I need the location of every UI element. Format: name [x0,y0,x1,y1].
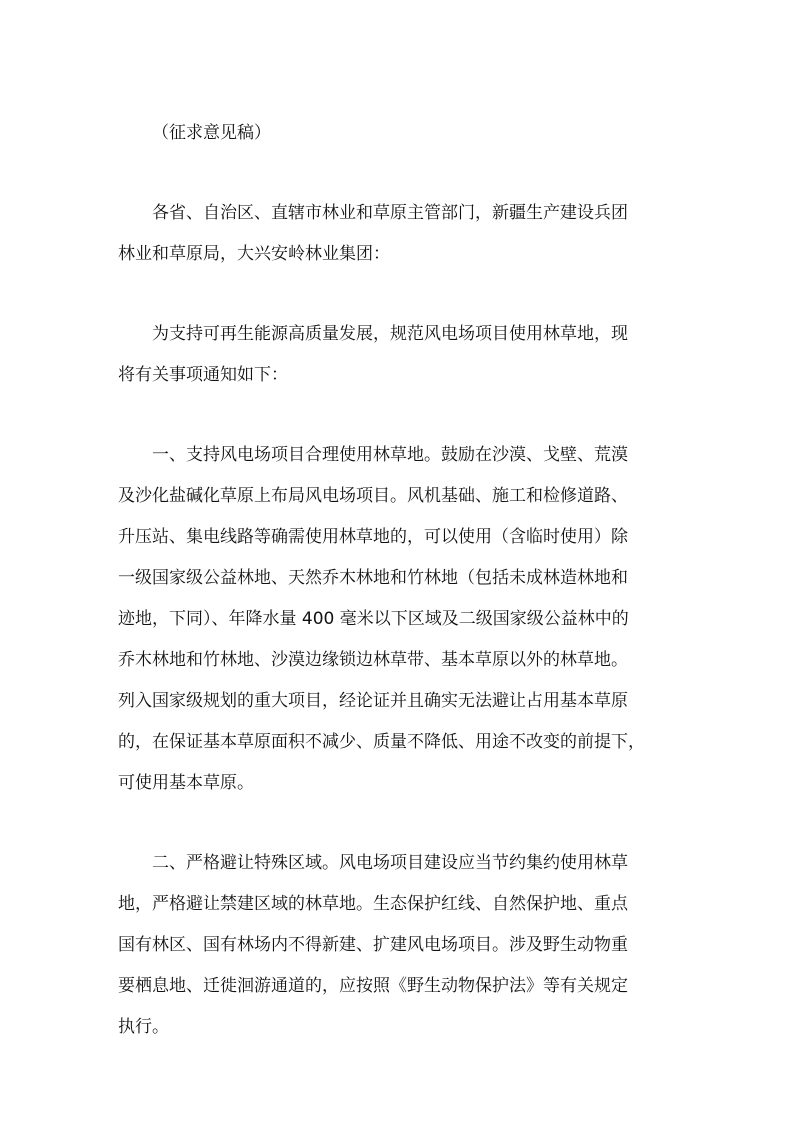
section-1-line: 迹地，下同）、年降水量 400 毫米以下区域及二级国家级公益林中的 [118,609,629,629]
paragraph-gap [118,275,678,314]
section-2-line: 要栖息地、迁徙洄游通道的，应按照《野生动物保护法》等有关规定 [118,976,628,996]
section-1-line: 一级国家级公益林地、天然乔木林地和竹林地（包括未成林造林地和 [118,568,628,588]
section-1-paragraph [118,435,678,804]
subtitle-line: （征求意见稿） [152,123,271,143]
intro-line: 将有关事项通知如下： [118,365,288,385]
section-1-line: 的，在保证基本草原面积不减少、质量不降低、用途不改变的前提下， [118,732,645,752]
section-1-line: 乔木林地和竹林地、沙漠边缘锁边林草带、基本草原以外的林草地。 [118,650,628,670]
paragraph-gap [118,396,678,435]
salutation-line: 各省、自治区、直辖市林业和草原主管部门，新疆生产建设兵团 [152,203,628,223]
salutation-paragraph [118,193,678,275]
paragraph-gap [118,154,678,193]
paragraph-gap [118,804,678,843]
section-1-line: 列入国家级规划的重大项目，经论证并且确实无法避让占用基本草原 [118,691,628,711]
intro-paragraph [118,314,678,396]
salutation-line: 林业和草原局，大兴安岭林业集团： [118,244,390,264]
section-2-line: 二、严格避让特殊区域。风电场项目建设应当节约集约使用林草 [152,853,628,873]
section-1-line: 升压站、集电线路等确需使用林草地的，可以使用（含临时使用）除 [118,527,628,547]
intro-line: 为支持可再生能源高质量发展，规范风电场项目使用林草地，现 [152,324,628,344]
section-1-line: 一、支持风电场项目合理使用林草地。鼓励在沙漠、戈壁、荒漠 [152,445,628,465]
document-body [118,113,678,1048]
section-1-line: 可使用基本草原。 [118,773,254,793]
section-2-paragraph [118,843,678,1048]
section-2-line: 地，严格避让禁建区域的林草地。生态保护红线、自然保护地、重点 [118,894,628,914]
section-2-line: 执行。 [118,1017,169,1037]
section-2-line: 国有林区、国有林场内不得新建、扩建风电场项目。涉及野生动物重 [118,935,628,955]
section-1-line: 及沙化盐碱化草原上布局风电场项目。风机基础、施工和检修道路、 [118,486,628,506]
document-subtitle [118,113,678,154]
